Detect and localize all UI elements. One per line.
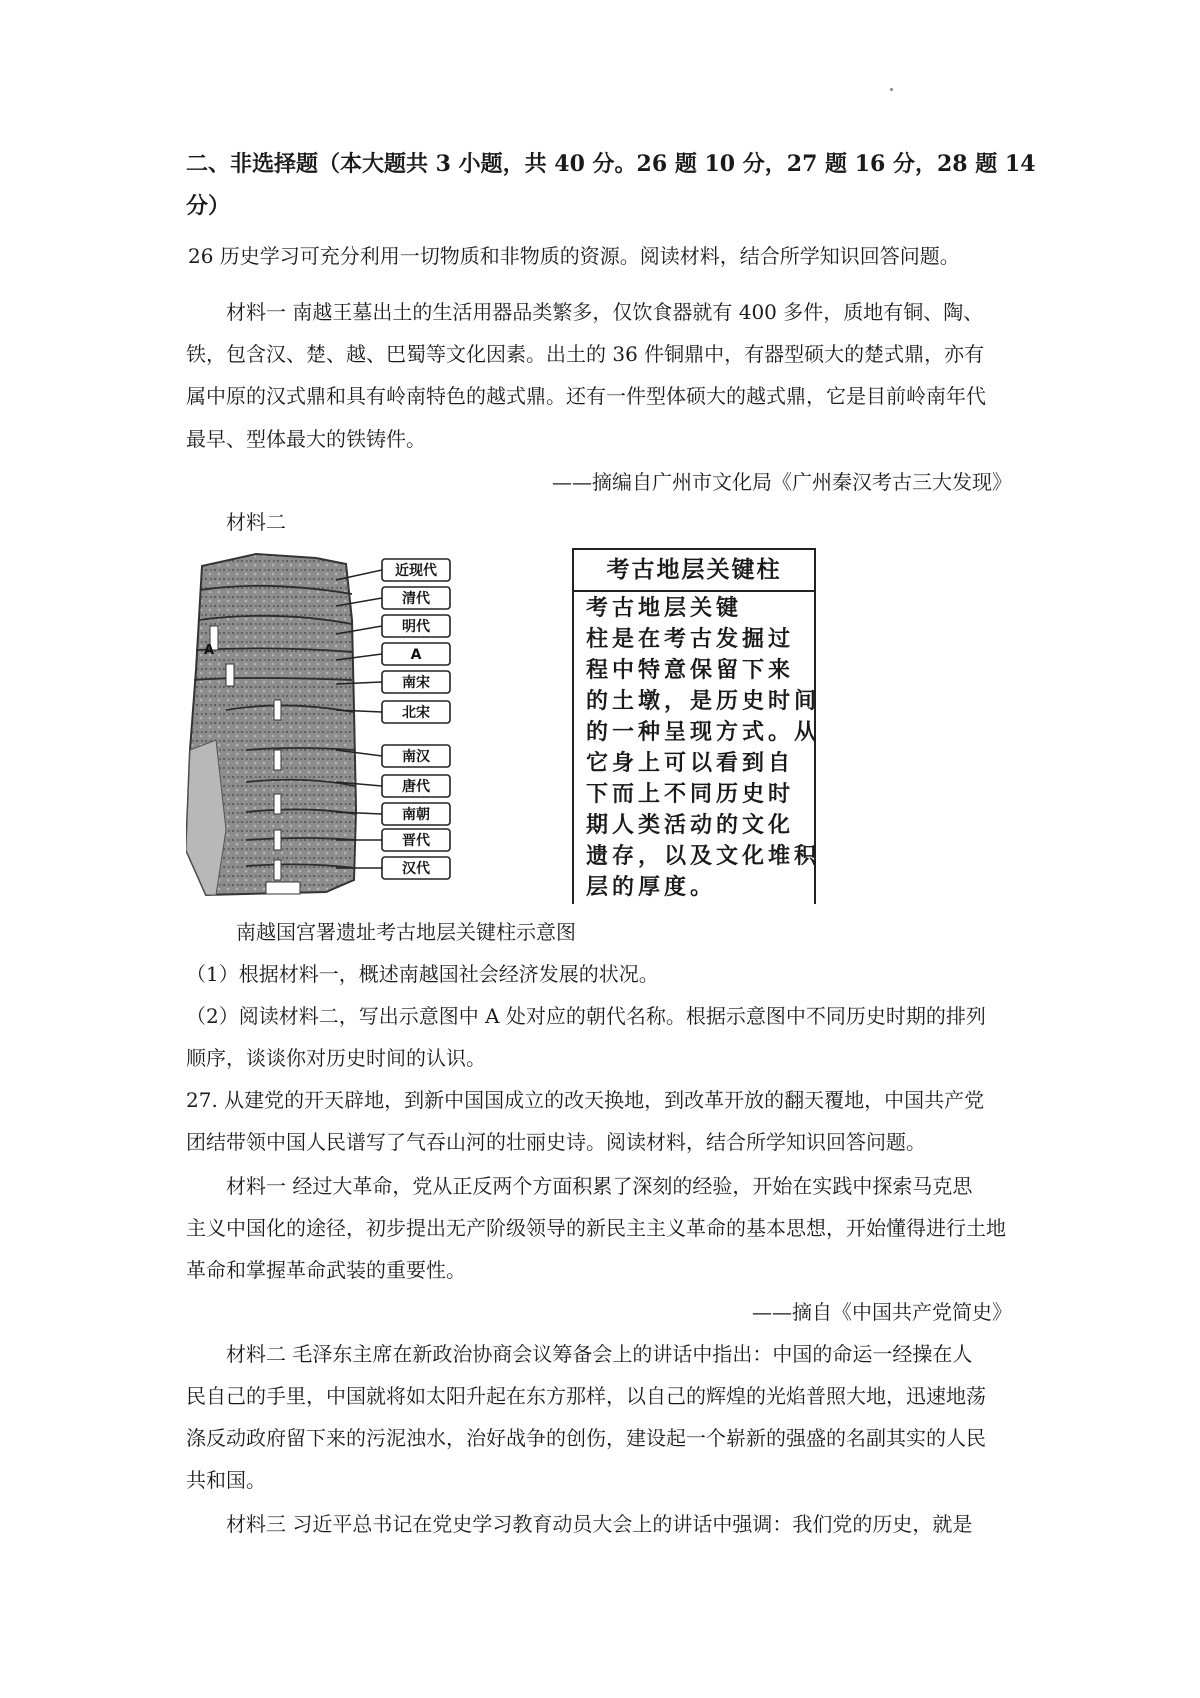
layer-label: 晋代 [402, 833, 430, 849]
layer-label: 汉代 [402, 861, 430, 877]
q27-material2-line: 共和国。 [186, 1468, 266, 1492]
q27-material2-line: 材料二 毛泽东主席在新政治协商会议筹备会上的讲话中指出：中国的命运一经操在人 [226, 1342, 973, 1366]
info-box-line: 遗存，以及文化堆积 [586, 843, 821, 869]
q26-material2-label: 材料二 [226, 510, 286, 534]
q26-material1-line: 属中原的汉式鼎和具有岭南特色的越式鼎。还有一件型体硕大的越式鼎，它是目前岭南年代 [186, 384, 986, 408]
q27-material1-line: 材料一 经过大革命，党从正反两个方面积累了深刻的经验，开始在实践中探索马克思 [226, 1174, 973, 1198]
q27-stem-line: 团结带领中国人民谱写了气吞山河的壮丽史诗。阅读材料，结合所学知识回答问题。 [186, 1130, 926, 1154]
q26-sub2-line: 顺序，谈谈你对历史时间的认识。 [186, 1046, 486, 1070]
q27-material1-line: 革命和掌握革命武装的重要性。 [186, 1258, 466, 1282]
info-box-line: 柱是在考古发掘过 [586, 626, 795, 652]
info-box-line: 考古地层关键 [586, 595, 743, 621]
layer-label: 南朝 [402, 807, 430, 823]
layer-label: 南宋 [402, 675, 430, 691]
section-heading-line2: 分） [186, 193, 231, 219]
key-column-info-box [572, 548, 821, 904]
info-box-line: 层的厚度。 [586, 874, 717, 900]
info-box-line: 的一种呈现方式。从 [586, 719, 821, 745]
info-box-title: 考古地层关键柱 [574, 550, 814, 592]
layer-label: 近现代 [395, 563, 437, 579]
layer-label: 明代 [402, 619, 430, 635]
info-box-line: 程中特意保留下来 [586, 657, 795, 683]
scan-dot [890, 88, 893, 91]
q26-sub2-line: （2）阅读材料二，写出示意图中 A 处对应的朝代名称。根据示意图中不同历史时期的排列 [186, 1004, 986, 1028]
q27-material2-line: 民自己的手里，中国就将如太阳升起在东方那样，以自己的辉煌的光焰普照大地，迅速地荡 [186, 1384, 986, 1408]
q26-material1-line: 最早、型体最大的铁铸件。 [186, 427, 426, 451]
q27-stem-line: 27. 从建党的开天辟地，到新中国国成立的改天换地，到改革开放的翻天覆地，中国共产党 [186, 1088, 985, 1112]
q27-material2-line: 涤反动政府留下来的污泥浊水，治好战争的创伤，建设起一个崭新的强盛的名副其实的人民 [186, 1426, 986, 1450]
info-box-line: 期人类活动的文化 [586, 812, 795, 838]
figure-caption: 南越国宫署遗址考古地层关键柱示意图 [236, 920, 576, 944]
layer-label: 唐代 [402, 779, 430, 795]
svg-text:A: A [204, 643, 215, 658]
info-box-line: 它身上可以看到自 [586, 750, 795, 776]
q26-sub1: （1）根据材料一，概述南越国社会经济发展的状况。 [186, 962, 659, 986]
q27-material1-source: ——摘自《中国共产党简史》 [752, 1300, 1012, 1324]
info-box-line: 下而上不同历史时 [586, 781, 795, 807]
layer-label: A [410, 647, 422, 663]
layer-label: 清代 [402, 591, 430, 607]
stratigraphy-column-figure [186, 550, 476, 905]
layer-label: 南汉 [402, 749, 430, 765]
q27-material1-line: 主义中国化的途径，初步提出无产阶级领导的新民主主义革命的基本思想，开始懂得进行土地 [186, 1216, 1006, 1240]
q26-material1-line: 铁，包含汉、楚、越、巴蜀等文化因素。出土的 36 件铜鼎中，有器型硕大的楚式鼎，亦有 [186, 342, 985, 366]
section-heading-line1: 二、非选择题（本大题共 3 小题，共 40 分。26 题 10 分，27 题 16 分，28 题 14 [186, 151, 1036, 177]
layer-label: 北宋 [402, 705, 430, 721]
q26-material1-line: 材料一 南越王墓出土的生活用器品类繁多，仅饮食器就有 400 多件，质地有铜、陶、 [226, 300, 984, 324]
q27-material3-line: 材料三 习近平总书记在党史学习教育动员大会上的讲话中强调：我们党的历史，就是 [226, 1512, 973, 1536]
q26-stem: 26 历史学习可充分利用一切物质和非物质的资源。阅读材料，结合所学知识回答问题。 [188, 244, 960, 268]
info-box-line: 的土墩，是历史时间 [586, 688, 821, 714]
q26-material1-source: ——摘编自广州市文化局《广州秦汉考古三大发现》 [552, 470, 1012, 494]
